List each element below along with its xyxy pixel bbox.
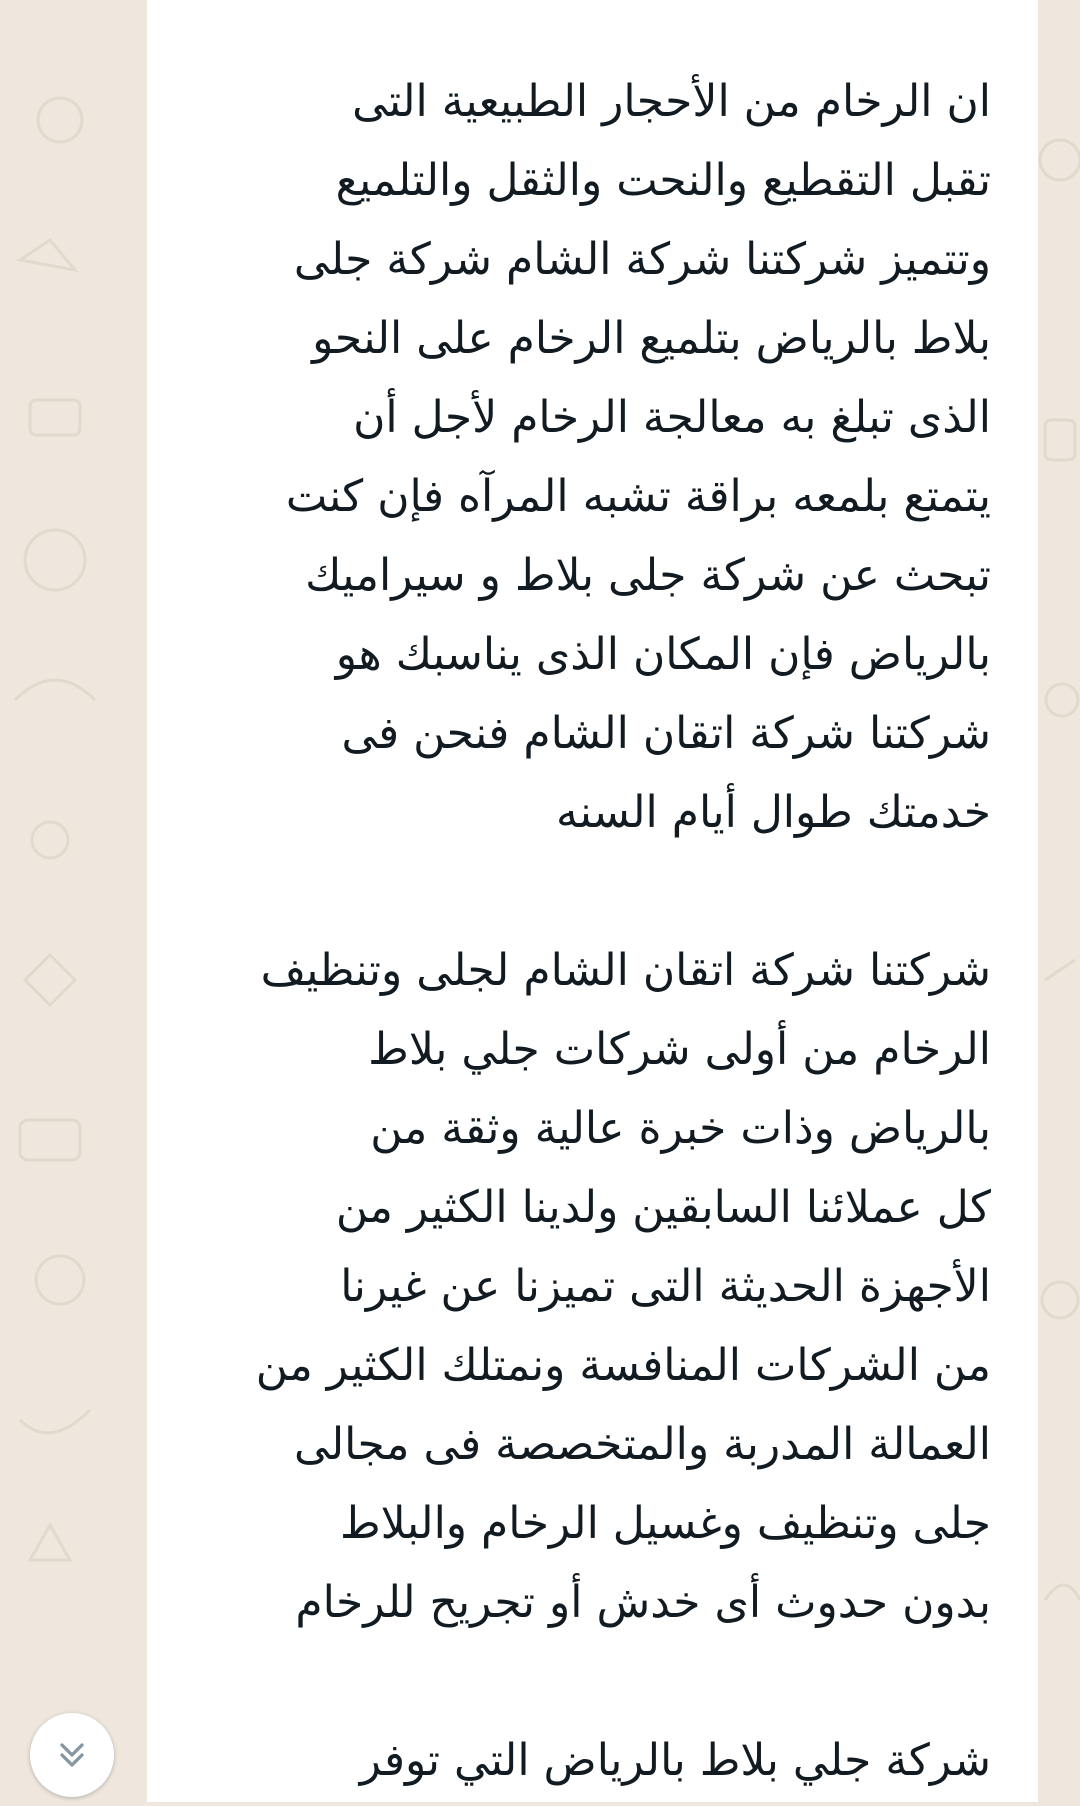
message-bubble bbox=[147, 0, 1038, 1802]
scroll-to-bottom-button[interactable] bbox=[30, 1713, 114, 1797]
double-chevron-down-icon bbox=[52, 1735, 92, 1775]
message-text: ان الرخام من الأحجار الطبيعية التى تقبل التقطيع والنحت والثقل والتلميع وتتميز شركتنا شركة الشام شركة جلى بلاط بالرياض بتلميع الرخام على النحو الذى تبلغ به معالجة الرخام لأجل أن يتمتع بلمعه براقة تشبه المرآه فإن كنت تبحث عن شركة جلى بلاط و سيراميك بالرياض فإن المكان الذى يناسبك هو شركتنا شركة اتقان الشام فنحن فى خدمتك طوال أيام السنه شركتنا شركة اتقان الشام لجلى وتنظيف الرخام من أولى شركات جلي بلاط بالرياض وذات خبرة عالية وثقة من كل عملائنا السابقين ولدينا الكثير من الأجهزة الحديثة التى تميزنا عن غيرنا من الشركات المنافسة ونمتلك الكثير من العمالة المدربة والمتخصصة فى مجالى جلى وتنظيف وغسيل الرخام والبلاط بدون حدوث أى خدش أو تجريح للرخام شركة جلي بلاط بالرياض التي توفر bbox=[255, 76, 991, 1786]
